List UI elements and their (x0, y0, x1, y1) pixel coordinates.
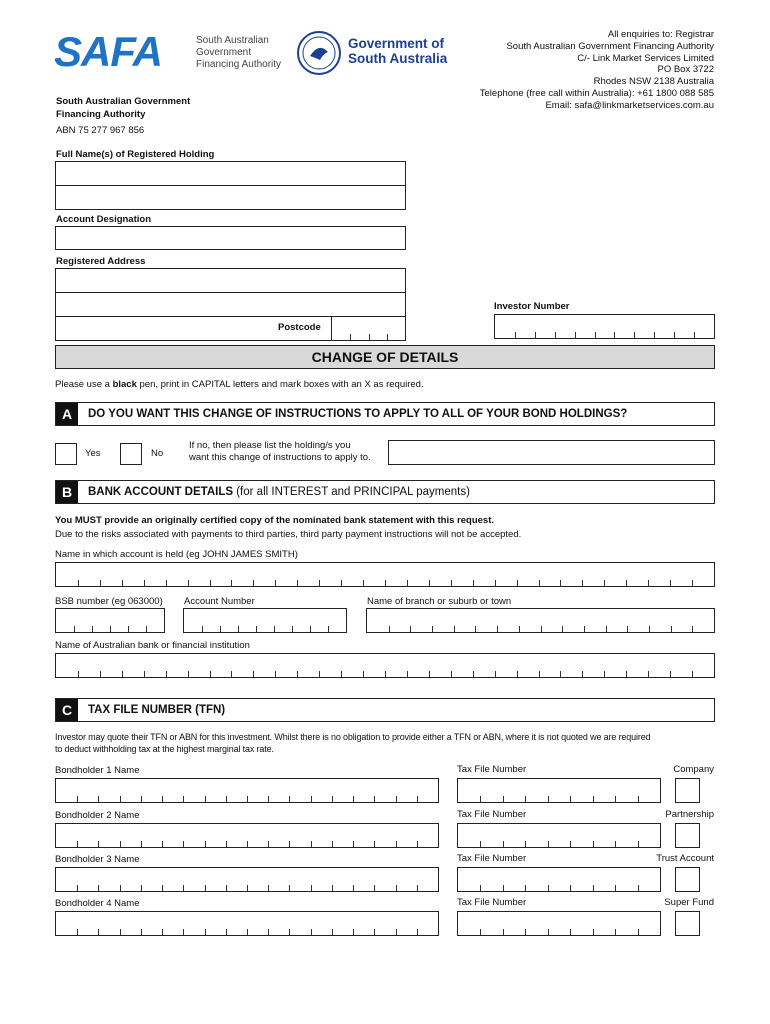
address-field-1[interactable] (55, 268, 406, 293)
full-names-label: Full Name(s) of Registered Holding (56, 149, 215, 160)
postcode-field[interactable] (331, 316, 406, 341)
page-title: CHANGE OF DETAILS (311, 349, 459, 365)
trust-account-checkbox[interactable] (675, 867, 700, 892)
account-name-field[interactable] (55, 562, 715, 587)
bondholder-3-type-label: Trust Account (656, 853, 714, 864)
org-name-line2: Financing Authority (56, 109, 146, 120)
bondholder-2-name-field[interactable] (55, 823, 439, 848)
investor-number-field[interactable] (494, 314, 715, 339)
instruction-pre: Please use a (55, 379, 113, 390)
full-names-field-2[interactable] (55, 185, 406, 210)
tfn-note-line1: Investor may quote their TFN or ABN for this investment. Whilst there is no obligation to provide either a TFN or ABN, where it is not quoted we are required (55, 732, 651, 742)
piping-shrike-seal-icon (296, 30, 342, 76)
account-name-label: Name in which account is held (eg JOHN JAMES SMITH) (55, 549, 298, 560)
abn: ABN 75 277 967 856 (56, 125, 145, 136)
bondholder-1-name-field[interactable] (55, 778, 439, 803)
tfn-4-field[interactable] (457, 911, 661, 936)
yes-label: Yes (85, 448, 101, 459)
contact-line: All enquiries to: Registrar (607, 29, 714, 40)
bsb-label: BSB number (eg 063000) (55, 596, 163, 607)
section-b-header (55, 480, 715, 504)
bondholder-4-type-label: Super Fund (664, 897, 714, 908)
section-b-heading-bold: BANK ACCOUNT DETAILS (88, 486, 234, 498)
if-no-line1: If no, then please list the holding/s you (189, 440, 351, 451)
tfn-note-line2: to deduct withholding tax at the highest marginal tax rate. (55, 744, 274, 754)
super-fund-checkbox[interactable] (675, 911, 700, 936)
bondholder-1-name-label: Bondholder 1 Name (55, 765, 140, 776)
bsb-field[interactable] (55, 608, 165, 633)
contact-line: South Australian Government Financing Authority (506, 40, 714, 52)
section-c-header (55, 698, 715, 722)
contact-line: Email: safa@linkmarketservices.com.au (545, 99, 714, 111)
instruction (55, 379, 424, 391)
tfn-2-label: Tax File Number (457, 809, 527, 820)
safa-logo-sub-1: South Australian (196, 35, 269, 46)
partnership-checkbox[interactable] (675, 823, 700, 848)
section-b-heading-rest: (for all INTEREST and PRINCIPAL payments) (233, 486, 470, 498)
if-no-line2: want this change of instructions to apply to. (189, 452, 371, 463)
risk-note: Due to the risks associated with payments to third parties, third party payment instructions will not be accepted. (55, 529, 522, 540)
section-a-heading: DO YOU WANT THIS CHANGE OF INSTRUCTIONS TO APPLY TO ALL OF YOUR BOND HOLDINGS? (88, 408, 628, 420)
bondholder-4-name-field[interactable] (55, 911, 439, 936)
postcode-label: Postcode (278, 322, 321, 333)
branch-label: Name of branch or suburb or town (367, 596, 512, 607)
contact-line: C/- Link Market Services Limited (577, 52, 714, 64)
bondholder-1-type-label: Company (673, 764, 714, 775)
safa-logo-text: SAFA (54, 28, 163, 75)
safa-logo (54, 28, 294, 75)
contact-line: PO Box 3722 (657, 64, 714, 76)
holdings-list-field[interactable] (388, 440, 715, 465)
yes-checkbox[interactable] (55, 443, 77, 465)
gov-logo-line1: Government of (348, 36, 445, 51)
instruction-post: pen, print in CAPITAL letters and mark boxes with an X as required. (136, 379, 424, 390)
title-bar (55, 345, 715, 369)
bank-name-label: Name of Australian bank or financial institution (55, 640, 250, 651)
company-checkbox[interactable] (675, 778, 700, 803)
gov-logo-line2: South Australia (348, 51, 448, 66)
section-b-heading (88, 486, 470, 499)
bondholder-4-name-label: Bondholder 4 Name (55, 898, 140, 909)
section-b-letter: B (56, 481, 78, 503)
no-checkbox[interactable] (120, 443, 142, 465)
section-a-header (55, 402, 715, 426)
safa-logo-sub-2: Government (196, 47, 252, 58)
must-note: You MUST provide an originally certified copy of the nominated bank statement with this request. (55, 515, 494, 526)
tfn-1-label: Tax File Number (457, 764, 527, 775)
bondholder-2-type-label: Partnership (665, 809, 714, 820)
account-number-field[interactable] (183, 608, 347, 633)
account-designation-label: Account Designation (56, 214, 152, 225)
bank-name-field[interactable] (55, 653, 715, 678)
branch-field[interactable] (366, 608, 715, 633)
org-name (56, 95, 190, 121)
account-designation-field[interactable] (55, 226, 406, 250)
tfn-1-field[interactable] (457, 778, 661, 803)
full-names-field-1[interactable] (55, 161, 406, 186)
contact-line: Rhodes NSW 2138 Australia (593, 76, 714, 88)
contact-block (480, 29, 714, 112)
tfn-3-field[interactable] (457, 867, 661, 892)
gov-sa-logo (296, 30, 466, 78)
address-field-2[interactable] (55, 292, 406, 317)
registered-address-label: Registered Address (56, 256, 146, 267)
tfn-3-label: Tax File Number (457, 853, 527, 864)
tfn-4-label: Tax File Number (457, 897, 527, 908)
org-name-line1: South Australian Government (56, 96, 191, 107)
contact-line: Telephone (free call within Australia): +61 1800 088 585 (479, 87, 714, 99)
if-no-note (189, 440, 371, 464)
section-a-letter: A (56, 403, 78, 425)
bondholder-3-name-field[interactable] (55, 867, 439, 892)
safa-logo-sub-3: Financing Authority (196, 59, 282, 70)
tfn-note (55, 731, 650, 755)
instruction-bold: black (112, 379, 137, 390)
section-c-heading: TAX FILE NUMBER (TFN) (88, 704, 226, 716)
investor-number-label: Investor Number (494, 301, 570, 312)
bondholder-3-name-label: Bondholder 3 Name (55, 854, 140, 865)
tfn-2-field[interactable] (457, 823, 661, 848)
no-label: No (151, 448, 164, 459)
bondholder-2-name-label: Bondholder 2 Name (55, 810, 140, 821)
account-number-label: Account Number (184, 596, 255, 607)
section-c-letter: C (56, 699, 78, 721)
